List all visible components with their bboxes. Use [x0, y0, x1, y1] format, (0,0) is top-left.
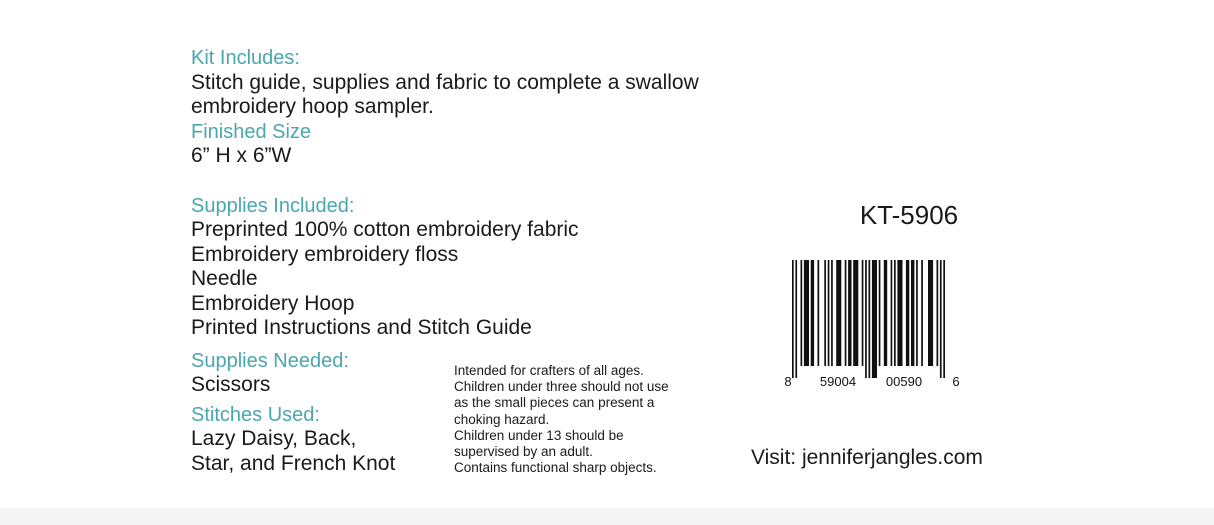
- needed-item: Scissors: [191, 373, 271, 396]
- barcode-bar: [897, 260, 902, 366]
- stitches-used-heading: Stitches Used:: [191, 403, 320, 426]
- barcode-bar: [828, 260, 830, 366]
- barcode-bar: [853, 260, 858, 366]
- barcode-bar: [804, 260, 809, 366]
- barcode-bar: [811, 260, 814, 366]
- barcode-bar: [884, 260, 887, 366]
- barcode-bar: [845, 260, 847, 366]
- barcode-bar: [848, 260, 851, 366]
- supplies-needed-heading: Supplies Needed:: [191, 349, 349, 372]
- supply-item: Needle: [191, 267, 258, 290]
- barcode-bar: [928, 260, 933, 366]
- safety-warning: [454, 363, 714, 476]
- warning-line: supervised by an adult.: [454, 444, 593, 460]
- barcode-bar: [831, 260, 833, 366]
- supply-item: Printed Instructions and Stitch Guide: [191, 316, 532, 339]
- warning-line: choking hazard.: [454, 411, 550, 427]
- barcode-first-digit: 8: [784, 374, 792, 389]
- stitches-line: Star, and French Knot: [191, 451, 396, 475]
- barcode-bar: [943, 260, 945, 378]
- barcode-bar: [911, 260, 914, 366]
- barcode-bar: [940, 260, 942, 378]
- warning-line: Intended for crafters of all ages.: [454, 363, 644, 378]
- product-sku: KT-5906: [859, 200, 959, 230]
- barcode-bar: [862, 260, 864, 366]
- barcode-bar: [921, 260, 923, 366]
- bottom-edge-band: [0, 508, 1214, 525]
- supplies-included-section: [191, 194, 771, 341]
- barcode-bar: [865, 260, 867, 378]
- barcode-bar: [795, 260, 797, 378]
- barcode-bar: [836, 260, 841, 366]
- warning-line: as the small pieces can present a: [454, 395, 655, 411]
- barcode: [778, 260, 968, 390]
- supply-item: Embroidery Hoop: [191, 291, 355, 315]
- kit-includes-line: embroidery hoop sampler.: [191, 95, 434, 118]
- barcode-bar: [818, 260, 820, 366]
- kit-includes-heading: Kit Includes:: [191, 47, 300, 69]
- barcode-bar: [801, 260, 803, 366]
- barcode-right-group: 00590: [885, 374, 923, 389]
- warning-line: Contains functional sharp objects.: [454, 460, 657, 476]
- barcode-check-digit: 6: [952, 374, 960, 389]
- barcode-bar: [891, 260, 893, 366]
- barcode-bar: [824, 260, 826, 366]
- finished-size-value: 6” H x 6”W: [191, 144, 292, 167]
- website-link: Visit: jenniferjangles.com: [751, 446, 983, 469]
- supply-item: Preprinted 100% cotton embroidery fabric: [191, 218, 579, 241]
- supply-item: Embroidery embroidery floss: [191, 242, 459, 266]
- barcode-left-group: 59004: [819, 374, 857, 389]
- barcode-bar: [937, 260, 939, 366]
- barcode-bar: [906, 260, 909, 366]
- warning-line: Children under three should not use: [454, 379, 669, 395]
- kit-includes-line: Stitch guide, supplies and fabric to complete a swallow: [191, 70, 699, 94]
- warning-line: Children under 13 should be: [454, 427, 624, 443]
- barcode-bar: [916, 260, 918, 366]
- barcode-bar: [879, 260, 881, 366]
- barcode-bar: [894, 260, 896, 366]
- finished-size-heading: Finished Size: [191, 120, 312, 143]
- barcode-bar: [792, 260, 794, 378]
- barcode-bars: [792, 260, 945, 378]
- supplies-included-heading: Supplies Included:: [191, 194, 355, 217]
- barcode-bar: [869, 260, 871, 378]
- barcode-bar: [872, 260, 877, 378]
- stitches-line: Lazy Daisy, Back,: [191, 427, 357, 450]
